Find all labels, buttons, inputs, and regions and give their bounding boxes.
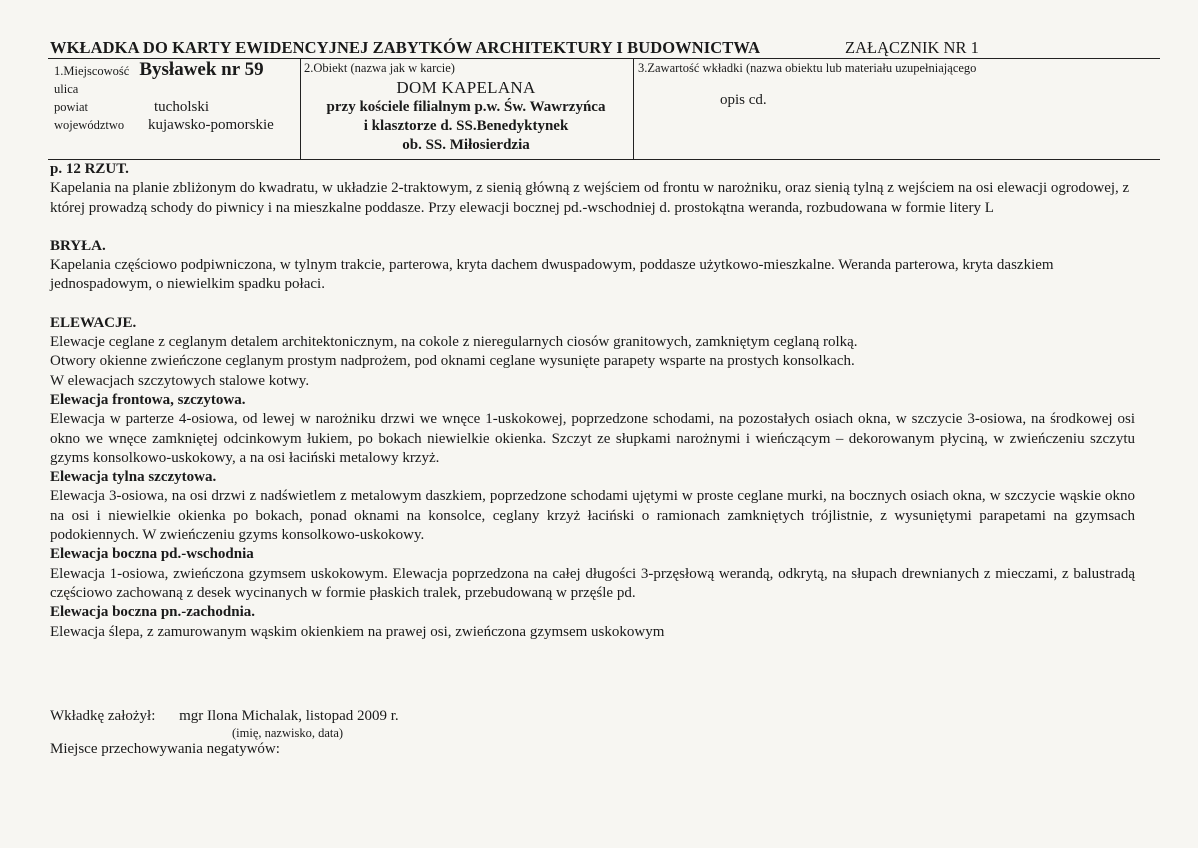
county-value: tucholski: [154, 99, 209, 115]
subsection-heading: Elewacja tylna szczytowa.: [50, 469, 217, 486]
section-text: W elewacjach szczytowych stalowe kotwy.: [50, 372, 310, 389]
voivodeship-value: kujawsko-pomorskie: [148, 116, 274, 133]
section-heading: p. 12 RZUT.: [50, 161, 129, 177]
object-box: [300, 61, 632, 155]
annex-number: ZAŁĄCZNIK NR 1: [845, 38, 979, 57]
voivodeship-label: województwo: [54, 117, 125, 132]
contents-value: opis cd.: [720, 92, 767, 108]
object-name: DOM KAPELANA: [396, 78, 536, 97]
section-text: Elewacja w parterze 4-osiowa, od lewej w narożniku drzwi we wnęce 1-uskokowej, poprzedzone schodami, na pozostałych osiach okna, w szczycie 3-osiowa, na środkowej osi okno we wnęce zamkniętej odcinkowym łukiem, po bokach niewielkie okienka. Szczyt ze słupkami narożnymi i wieńczącym – dekorowanym płyciną, w zwieńczeniu szczytu gzyms konsolkowo-uskokowy, a na osi łaciński metalowy krzyż.: [50, 411, 1135, 466]
section-text: Elewacja ślepa, z zamurowanym wąskim okienkiem na prawej osi, zwieńczona gzymsem uskokowym: [50, 623, 665, 640]
section-text: Elewacja 1-osiowa, zwieńczona gzymsem uskokowym. Elewacja poprzedzona na całej długości 3-przęsłową werandą, odkrytą, na słupach drewnianych z mieczami, z balustradą częściowo zachowaną z desek wycinanych w formie płaskich tralek, przebudowaną w przęśle pd.: [50, 565, 1135, 601]
section-heading: ELEWACJE.: [50, 314, 137, 331]
object-line-1: przy kościele filialnym p.w. Św. Wawrzyńca: [326, 99, 606, 115]
section-text: Elewacja 3-osiowa, na osi drzwi z nadświetlem z metalowym daszkiem, poprzedzone schodami ujętymi w proste ceglane murki, na bocznych osiach okna, w szczycie wąskie okno na osi i niewielkie okienka po bokach, ponad oknami na konsolce, ceglany krzyż łaciński o ramionach zamkniętych trójlistnie, z wysuniętymi parapetami na gzymsach podokiennych. W zwieńczeniu gzyms konsolkowo-uskokowy.: [50, 488, 1135, 544]
header-table: [48, 58, 1160, 160]
section-text: Elewacje ceglane z ceglanym detalem architektonicznym, na cokole z nieregularnych ciosów granitowych, zamkniętym ceglaną rolką.: [50, 334, 858, 351]
negatives-label: Miejsce przechowywania negatywów:: [50, 741, 280, 757]
footer: [50, 708, 750, 758]
author-hint: (imię, nazwisko, data): [232, 726, 344, 740]
section-text: Kapelania na planie zbliżonym do kwadratu, w układzie 2-traktowym, z sienią główną z wejściem od frontu w narożniku, oraz sienią tylną z wejściem na osi elewacji ogrodowej, z której prowadzą schody do piwnicy i na mieszkalne poddasze. Przy elewacji bocznej pd.-wschodniej d. prostokątna weranda, rozbudowana w formie litery L: [50, 180, 1130, 216]
contents-label: 3.Zawartość wkładki (nazwa obiektu lub materiału uzupełniającego: [638, 61, 977, 75]
object-line-2: i klasztorze d. SS.Benedyktynek: [363, 118, 569, 134]
section-text: Otwory okienne zwieńczone ceglanym prostym nadprożem, pod oknami ceglane wysunięte parapety wsparte na prostych konsolkach.: [50, 353, 855, 370]
locality-label: 1.Miejscowość: [54, 64, 130, 78]
subsection-heading: Elewacja boczna pn.-zachodnia.: [50, 604, 256, 621]
description-body: [50, 160, 1135, 642]
location-box: [54, 61, 300, 134]
object-line-3: ob. SS. Miłosierdzia: [402, 137, 530, 153]
document-title: WKŁADKA DO KARTY EWIDENCYJNEJ ZABYTKÓW ARCHITEKTURY I BUDOWNICTWA: [50, 38, 761, 57]
locality-value: Bysławek nr 59: [139, 59, 264, 80]
author-value: mgr Ilona Michalak, listopad 2009 r.: [179, 708, 399, 724]
contents-box: [634, 61, 1154, 109]
street-label: ulica: [54, 81, 79, 96]
section-text: Kapelania częściowo podpiwniczona, w tylnym trakcie, parterowa, kryta dachem dwuspadowym, poddasze użytkowo-mieszkalne. Weranda parterowa, kryta daszkiem jednospadowym, o niewielkim spadku połaci.: [50, 257, 1054, 293]
author-label: Wkładkę założył:: [50, 708, 156, 724]
section-heading: BRYŁA.: [50, 237, 106, 254]
subsection-heading: Elewacja frontowa, szczytowa.: [50, 391, 246, 408]
county-label: powiat: [54, 100, 89, 114]
object-label: 2.Obiekt (nazwa jak w karcie): [304, 61, 455, 75]
subsection-heading: Elewacja boczna pd.-wschodnia: [50, 546, 254, 563]
